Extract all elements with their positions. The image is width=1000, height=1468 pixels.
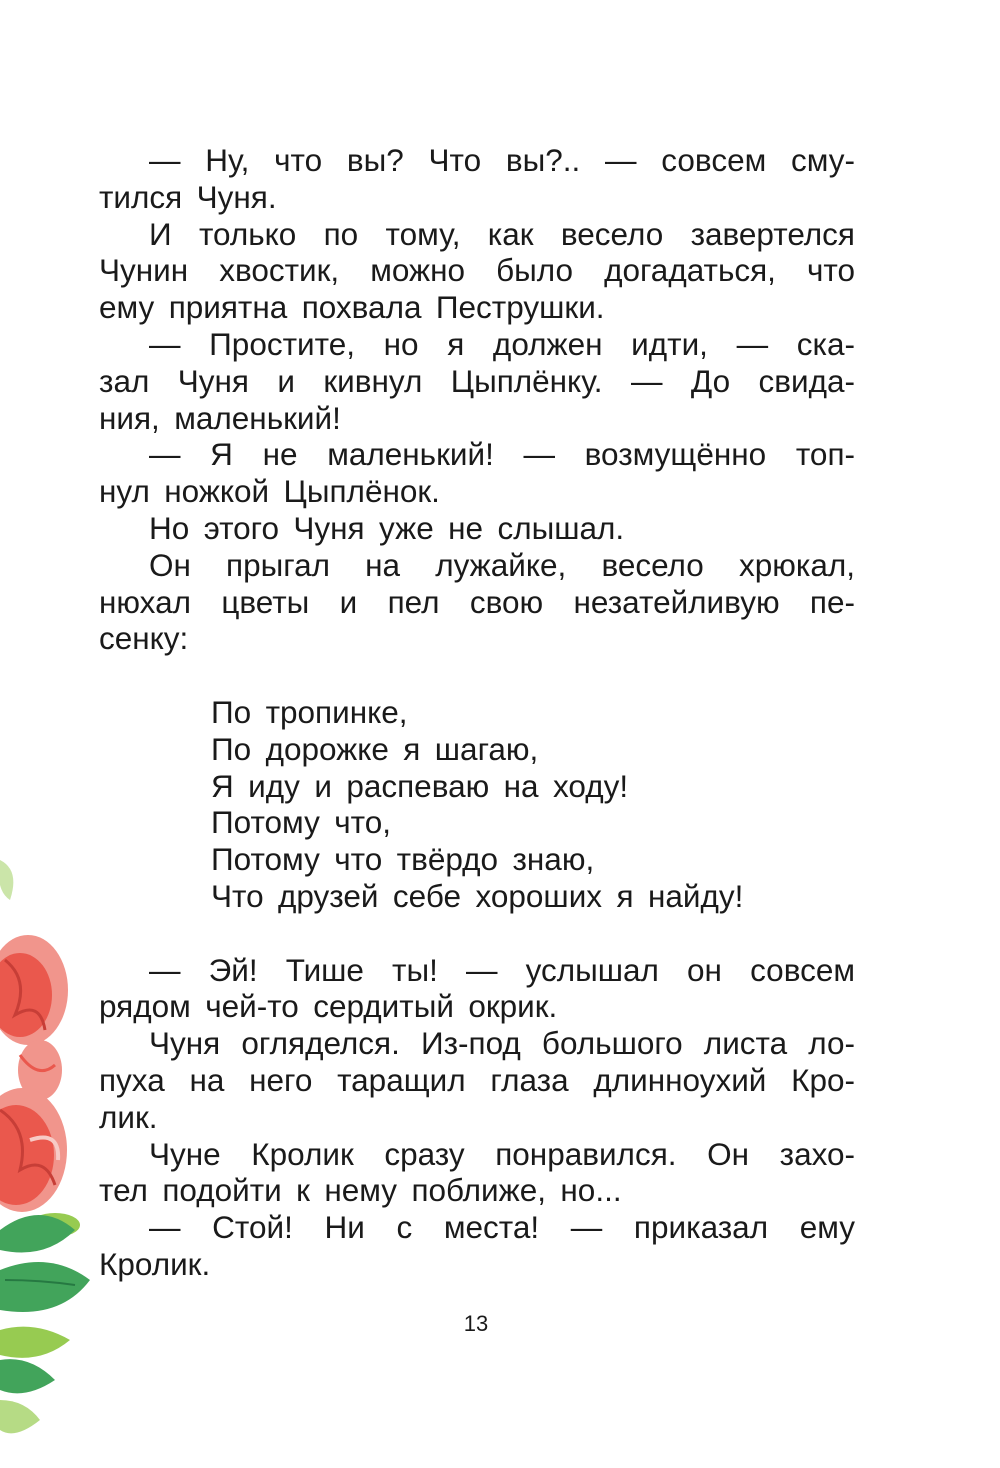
text-line: ния, маленький! [99,399,341,436]
story-text [99,142,855,1283]
verse-line: Потому что твёрдо знаю, [211,841,595,878]
text-line: — Простите, но я должен идти, — ска- [149,325,855,362]
verse-line: Я иду и распеваю на ходу! [211,767,629,804]
text-line: Чуне Кролик сразу понравился. Он захо- [149,1135,855,1172]
text-line: — Ну, что вы? Что вы?.. — совсем сму- [149,142,855,178]
text-line: Чуня огляделся. Из-под большого листа ло- [149,1025,855,1062]
text-line: тился Чуня. [99,178,277,215]
text-line: ему приятна похвала Пеструшки. [99,289,605,326]
text-line: — Стой! Ни с места! — приказал ему [149,1209,855,1246]
spacer [99,657,855,694]
verse-line: По тропинке, [211,693,408,730]
flower-illustration-icon [0,840,110,1468]
text-line: Но этого Чуня уже не слышал. [149,509,625,546]
verse-line: По дорожке я шагаю, [211,730,539,767]
text-line: тел подойти к нему поближе, но... [99,1172,622,1209]
text-line: Кролик. [99,1245,211,1282]
text-line: пуха на него таращил глаза длинноухий Кро- [99,1061,855,1098]
page-number: 13 [463,1311,489,1336]
text-line: нул ножкой Цыплёнок. [99,473,440,510]
verse-line: Потому что, [211,804,391,841]
verse-line: Что друзей себе хороших я найду! [211,877,744,914]
text-line: Он прыгал на лужайке, весело хрюкал, [149,546,855,583]
spacer [99,915,855,952]
text-line: зал Чуня и кивнул Цыплёнку. — До свида- [99,362,855,399]
text-line: — Я не маленький! — возмущённо топ- [149,436,855,473]
text-line: рядом чей-то сердитый окрик. [99,988,558,1025]
text-line: — Эй! Тише ты! — услышал он совсем [149,951,855,988]
song-verse [99,694,855,915]
text-line: И только по тому, как весело завертелся [149,215,855,252]
text-line: сенку: [99,620,189,657]
text-line: лик. [99,1098,158,1135]
text-line: нюхал цветы и пел свою незатейливую пе- [99,583,855,620]
text-line: Чунин хвостик, можно было догадаться, что [99,252,855,289]
